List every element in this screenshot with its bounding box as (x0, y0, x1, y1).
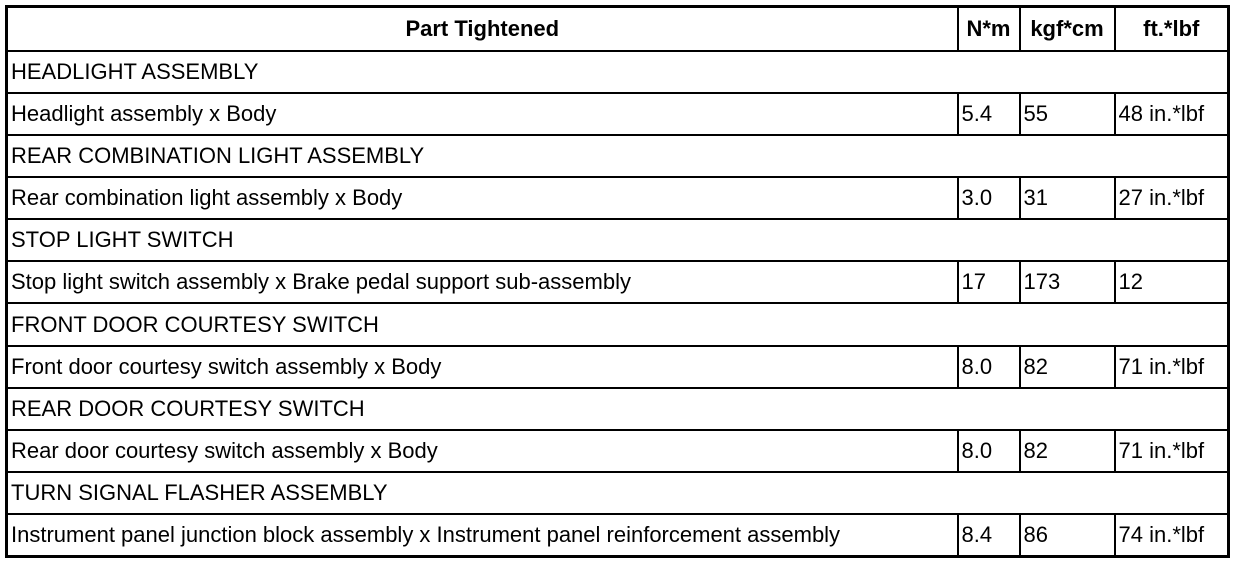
section-row (7, 303, 1229, 345)
nm-cell: 17 (958, 261, 1020, 303)
nm-cell: 5.4 (958, 93, 1020, 135)
section-title: REAR DOOR COURTESY SWITCH (7, 388, 1229, 430)
section-title: FRONT DOOR COURTESY SWITCH (7, 303, 1229, 345)
kgf-cell: 86 (1020, 514, 1115, 557)
table-row (7, 177, 1229, 219)
torque-spec-table (5, 5, 1230, 558)
section-row (7, 51, 1229, 93)
ft-cell: 74 in.*lbf (1115, 514, 1229, 557)
ft-cell: 71 in.*lbf (1115, 430, 1229, 472)
part-cell: Front door courtesy switch assembly x Body (7, 346, 958, 388)
part-cell: Instrument panel junction block assembly x Instrument panel reinforcement assembly (7, 514, 958, 557)
ft-cell: 12 (1115, 261, 1229, 303)
part-cell: Rear combination light assembly x Body (7, 177, 958, 219)
nm-cell: 3.0 (958, 177, 1020, 219)
header-nm: N*m (958, 7, 1020, 52)
kgf-cell: 55 (1020, 93, 1115, 135)
section-row (7, 219, 1229, 261)
table-row (7, 430, 1229, 472)
kgf-cell: 82 (1020, 430, 1115, 472)
ft-cell: 71 in.*lbf (1115, 346, 1229, 388)
header-row (7, 7, 1229, 52)
part-cell: Headlight assembly x Body (7, 93, 958, 135)
section-title: STOP LIGHT SWITCH (7, 219, 1229, 261)
table-row (7, 514, 1229, 557)
table-row (7, 93, 1229, 135)
header-ft-lbf: ft.*lbf (1115, 7, 1229, 52)
header-part-tightened: Part Tightened (7, 7, 958, 52)
nm-cell: 8.4 (958, 514, 1020, 557)
nm-cell: 8.0 (958, 430, 1020, 472)
section-title: TURN SIGNAL FLASHER ASSEMBLY (7, 472, 1229, 514)
kgf-cell: 82 (1020, 346, 1115, 388)
table-row (7, 261, 1229, 303)
section-row (7, 135, 1229, 177)
nm-cell: 8.0 (958, 346, 1020, 388)
section-title: HEADLIGHT ASSEMBLY (7, 51, 1229, 93)
kgf-cell: 31 (1020, 177, 1115, 219)
table-row (7, 346, 1229, 388)
part-cell: Stop light switch assembly x Brake pedal support sub-assembly (7, 261, 958, 303)
section-row (7, 388, 1229, 430)
ft-cell: 48 in.*lbf (1115, 93, 1229, 135)
section-row (7, 472, 1229, 514)
ft-cell: 27 in.*lbf (1115, 177, 1229, 219)
section-title: REAR COMBINATION LIGHT ASSEMBLY (7, 135, 1229, 177)
kgf-cell: 173 (1020, 261, 1115, 303)
part-cell: Rear door courtesy switch assembly x Body (7, 430, 958, 472)
header-kgf-cm: kgf*cm (1020, 7, 1115, 52)
